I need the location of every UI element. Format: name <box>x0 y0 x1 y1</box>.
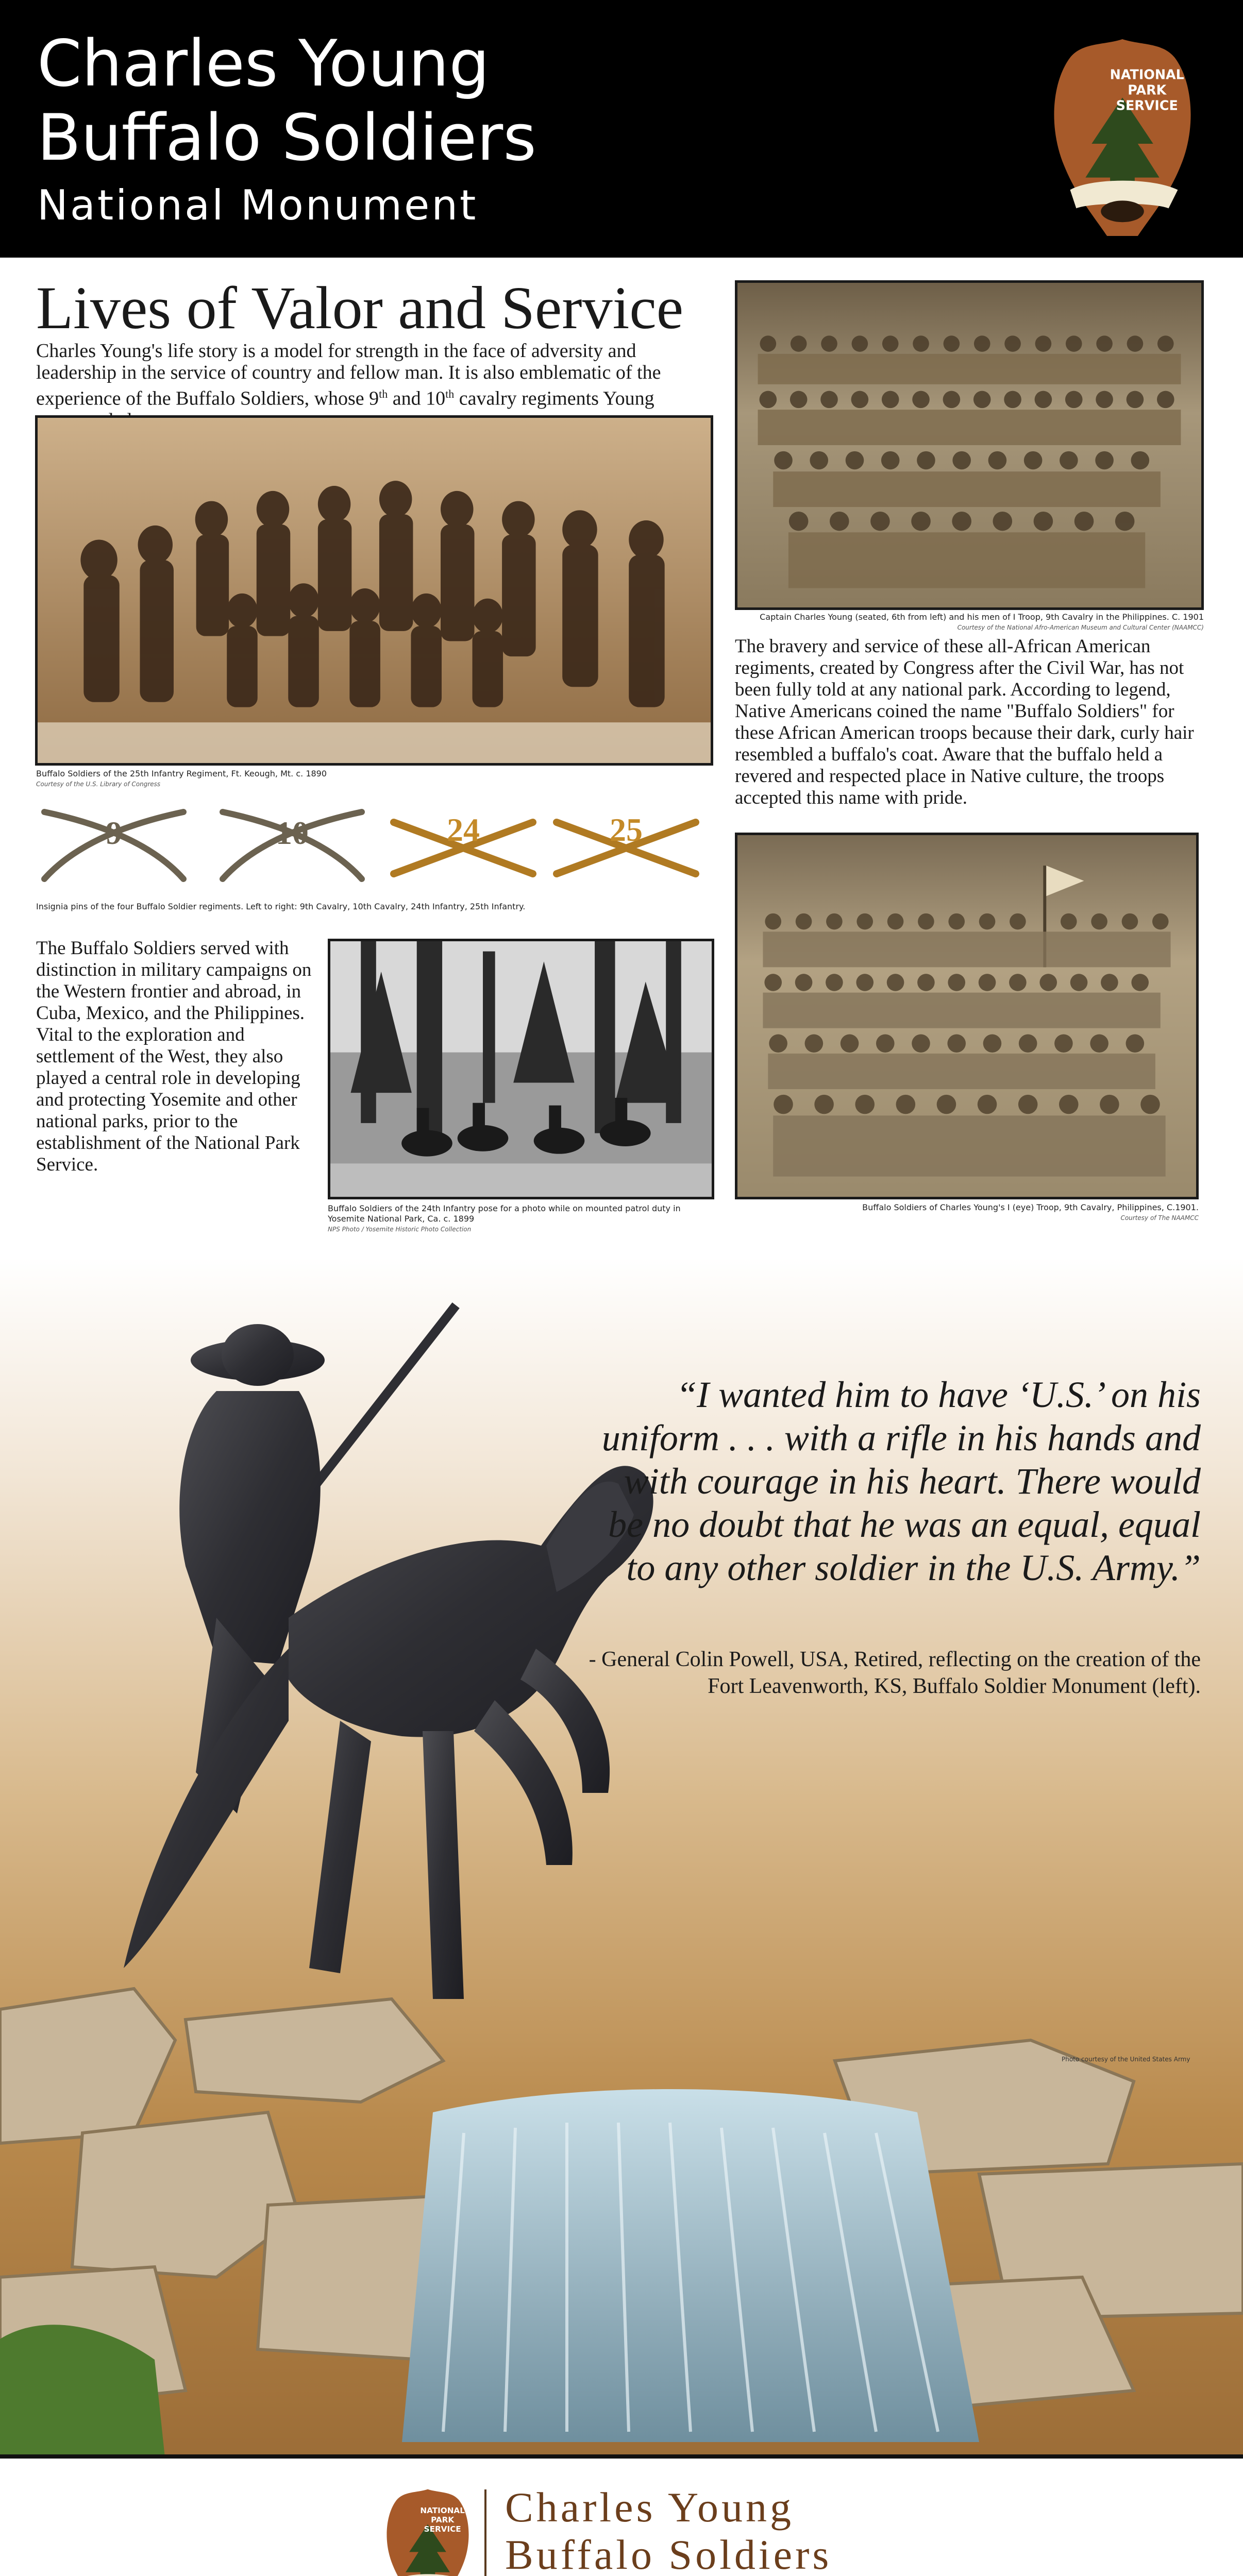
footer-logo-line1: Charles Young <box>505 2484 794 2531</box>
footer-logo-line2: Buffalo Soldiers <box>505 2531 832 2576</box>
photo3-credit: NPS Photo / Yosemite Historic Photo Collection <box>328 1226 472 1233</box>
intro-sup-1: th <box>379 387 388 400</box>
pins-caption: Insignia pins of the four Buffalo Soldier regiments. Left to right: 9th Cavalry, 10th Cavalry, 24th Infantry, 25th Infantry. <box>36 902 526 911</box>
pin-number-25: 25 <box>610 811 643 848</box>
insignia-pin-10th-cavalry <box>212 802 372 894</box>
insignia-pin-9th-cavalry <box>34 802 194 894</box>
photo2-caption-text: Captain Charles Young (seated, 6th from left) and his men of I Troop, 9th Cavalry in the Philippines. C. 1901 <box>760 612 1204 622</box>
photo1-caption <box>36 769 706 789</box>
header-title-line3: National Monument <box>37 181 478 229</box>
photo1-caption-text: Buffalo Soldiers of the 25th Infantry Regiment, Ft. Keough, Mt. c. 1890 <box>36 769 327 778</box>
intro-text-2c: cavalry regiments Young <box>459 387 654 410</box>
pin-number-24: 24 <box>447 811 480 848</box>
pin-number-10: 10 <box>276 815 309 851</box>
nps-logo-text1: NATIONAL <box>1110 66 1184 82</box>
photo-i-troop-philippines <box>735 280 1204 610</box>
photo2-caption <box>735 612 1204 633</box>
powell-quote: “I wanted him to have ‘U.S.’ on his uniform . . . with a rifle in his hands and with courage in his heart. There would be no doubt that he was an equal, equal to any other soldier in the U.S. Army.” <box>601 1374 1201 1588</box>
photo-25th-infantry <box>35 415 713 766</box>
nps-logo-text3: SERVICE <box>1116 97 1178 113</box>
footer-nps-arrowhead-logo <box>381 2487 474 2576</box>
pin-number-9: 9 <box>106 815 122 851</box>
header-title-line2: Buffalo Soldiers <box>37 101 536 175</box>
photo-yosemite-patrol <box>328 939 714 1199</box>
intro-text-1: Charles Young's life story is a model for strength in the face of adversity and leadership in the service of country and fellow man. It is also emblematic of the experience of the <box>36 340 661 410</box>
nps-logo-text2: PARK <box>1128 82 1167 98</box>
paragraph-regiments: The bravery and service of these all-African American regiments, created by Congress after the Civil War, has not been fully told at any national park. According to legend, Native Americans coined the name "Buffalo Soldiers" for these African American troops because their dark, curly hair resembled a buffalo's coat. Aware that the buffalo held a revered and respected place in Native culture, the troops accepted this name with pride. <box>735 636 1194 808</box>
intro-sup-2: th <box>445 387 455 400</box>
article-title: Lives of Valor and Service <box>36 274 684 342</box>
footer-logo-divider <box>484 2489 486 2576</box>
photo2-credit: Courtesy of the National Afro-American Museum and Cultural Center (NAAMCC) <box>957 624 1204 631</box>
insignia-pin-24th-infantry <box>383 802 543 894</box>
header-title-line1: Charles Young <box>37 27 490 101</box>
photo3-caption-text: Buffalo Soldiers of the 24th Infantry pose for a photo while on mounted patrol duty in Yosemite National Park, Ca. c. 1899 <box>328 1204 681 1224</box>
nps-arrowhead-logo <box>1045 36 1200 242</box>
photo4-credit: Courtesy of The NAAMCC <box>1120 1214 1199 1222</box>
intro-text-2b: and 10 <box>388 387 446 410</box>
footer-logo-text3: SERVICE <box>424 2524 461 2534</box>
quote-attribution: - General Colin Powell, USA, Retired, reflecting on the creation of the Fort Leavenworth, KS, Buffalo Soldier Monument (left). <box>589 1648 1201 1698</box>
photo3-caption <box>328 1204 714 1234</box>
section-divider <box>0 2454 1243 2459</box>
photo-i-troop-group <box>735 833 1199 1199</box>
photo1-credit: Courtesy of the U.S. Library of Congress <box>36 781 161 788</box>
photo4-caption-text: Buffalo Soldiers of Charles Young's I (eye) Troop, 9th Cavalry, Philippines, C.1901. <box>862 1202 1199 1212</box>
paragraph-campaigns: The Buffalo Soldiers served with distinction in military campaigns on the Western frontier and abroad, in Cuba, Mexico, and the Philippines. Vital to the exploration and settlement of the West, they also played a central role in developing and protecting Yosemite and other national parks, prior to the establishment of the National Park Service. <box>36 938 312 1175</box>
photo4-caption <box>735 1202 1199 1223</box>
footer-logo-text2: PARK <box>431 2515 455 2525</box>
insignia-pin-25th-infantry <box>546 802 706 894</box>
intro-text-2a: Buffalo Soldiers, whose 9 <box>176 387 379 410</box>
footer-logo-text1: NATIONAL <box>420 2506 465 2516</box>
statue-photo-credit: Photo courtesy of the United States Army <box>1062 2056 1190 2063</box>
